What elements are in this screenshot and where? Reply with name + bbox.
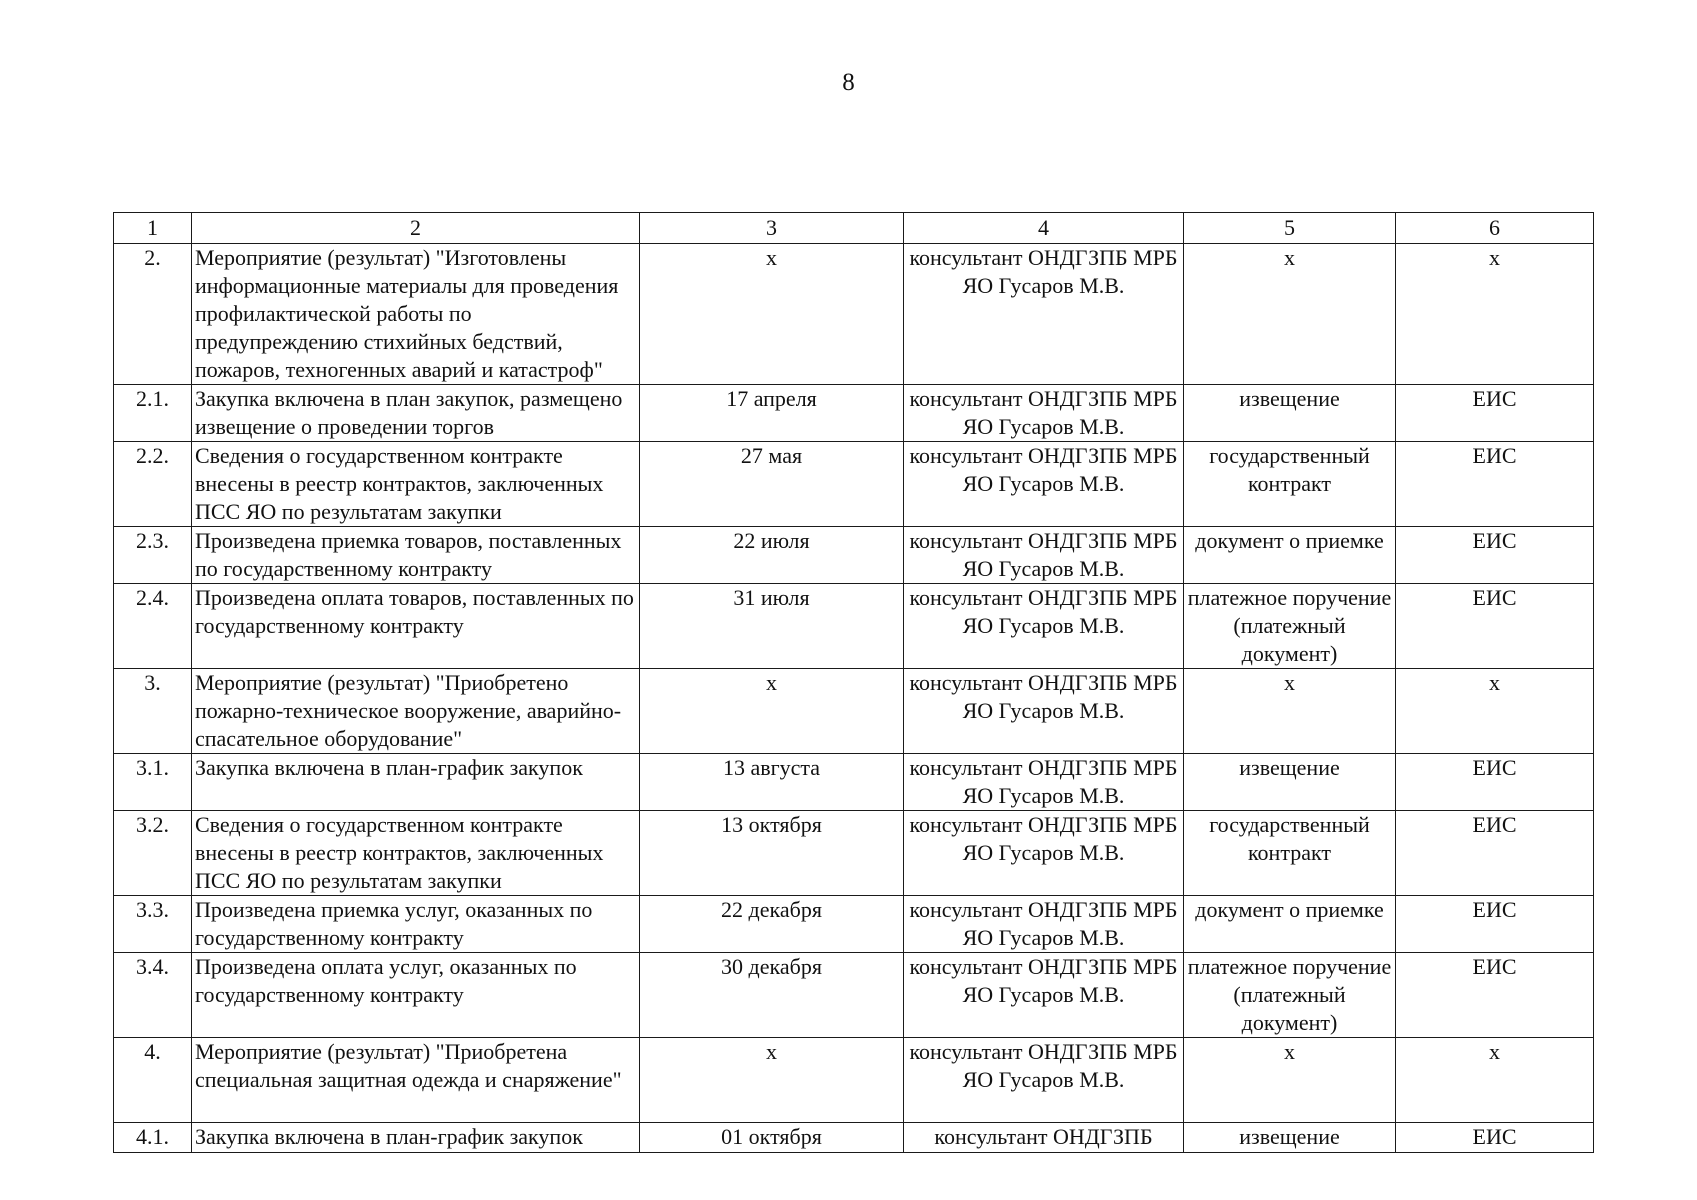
page-number: 8 (842, 69, 855, 96)
row-term: х (640, 1038, 904, 1123)
row-system: х (1396, 244, 1594, 385)
row-description: Мероприятие (результат) "Изготовлены информационные материалы для проведения профилактической работы по предупреждению стихийных бедствий, пожаров, техногенных аварий и катастроф" (192, 244, 640, 385)
row-system: ЕИС (1396, 527, 1594, 584)
row-document: х (1184, 244, 1396, 385)
row-document: документ о приемке (1184, 896, 1396, 953)
table-row (114, 584, 1594, 669)
row-description: Сведения о государственном контракте внесены в реестр контрактов, заключенных ПСС ЯО по результатам закупки (192, 442, 640, 527)
row-responsible: консультант ОНДГЗПБ МРБ ЯО Гусаров М.В. (904, 584, 1184, 669)
row-document: извещение (1184, 1123, 1396, 1153)
row-system: ЕИС (1396, 953, 1594, 1038)
row-document: государственный контракт (1184, 442, 1396, 527)
row-term: х (640, 669, 904, 754)
row-description: Произведена оплата услуг, оказанных по государственному контракту (192, 953, 640, 1038)
row-number: 2. (114, 244, 192, 385)
row-system: ЕИС (1396, 811, 1594, 896)
table-row (114, 244, 1594, 385)
row-system: ЕИС (1396, 754, 1594, 811)
row-number: 2.3. (114, 527, 192, 584)
row-responsible: консультант ОНДГЗПБ МРБ ЯО Гусаров М.В. (904, 1038, 1184, 1123)
row-document: платежное поручение (платежный документ) (1184, 584, 1396, 669)
row-responsible: консультант ОНДГЗПБ МРБ ЯО Гусаров М.В. (904, 442, 1184, 527)
row-term: 01 октября (640, 1123, 904, 1153)
row-description: Сведения о государственном контракте внесены в реестр контрактов, заключенных ПСС ЯО по результатам закупки (192, 811, 640, 896)
row-document: извещение (1184, 754, 1396, 811)
row-document: х (1184, 669, 1396, 754)
row-responsible: консультант ОНДГЗПБ МРБ ЯО Гусаров М.В. (904, 244, 1184, 385)
row-number: 3. (114, 669, 192, 754)
row-description: Мероприятие (результат) "Приобретена специальная защитная одежда и снаряжение" (192, 1038, 640, 1123)
row-document: х (1184, 1038, 1396, 1123)
row-number: 2.1. (114, 385, 192, 442)
row-description: Произведена приемка товаров, поставленных по государственному контракту (192, 527, 640, 584)
table-row (114, 669, 1594, 754)
table-row (114, 811, 1594, 896)
header-cell: 3 (640, 213, 904, 244)
row-system: ЕИС (1396, 584, 1594, 669)
row-responsible: консультант ОНДГЗПБ МРБ ЯО Гусаров М.В. (904, 896, 1184, 953)
table-row (114, 754, 1594, 811)
row-responsible: консультант ОНДГЗПБ МРБ ЯО Гусаров М.В. (904, 385, 1184, 442)
plan-table (113, 212, 1594, 1153)
row-document: документ о приемке (1184, 527, 1396, 584)
row-responsible: консультант ОНДГЗПБ МРБ ЯО Гусаров М.В. (904, 527, 1184, 584)
row-number: 3.3. (114, 896, 192, 953)
table-row (114, 527, 1594, 584)
row-system: ЕИС (1396, 896, 1594, 953)
row-description: Мероприятие (результат) "Приобретено пожарно-техническое вооружение, аварийно-спасательное оборудование" (192, 669, 640, 754)
row-system: х (1396, 1038, 1594, 1123)
row-term: 27 мая (640, 442, 904, 527)
table-row (114, 385, 1594, 442)
row-number: 2.2. (114, 442, 192, 527)
row-term: х (640, 244, 904, 385)
header-cell: 4 (904, 213, 1184, 244)
header-cell: 6 (1396, 213, 1594, 244)
row-responsible: консультант ОНДГЗПБ (904, 1123, 1184, 1153)
table-row (114, 1038, 1594, 1123)
row-term: 22 декабря (640, 896, 904, 953)
row-description: Закупка включена в план закупок, размещено извещение о проведении торгов (192, 385, 640, 442)
row-system: ЕИС (1396, 385, 1594, 442)
row-description: Произведена приемка услуг, оказанных по государственному контракту (192, 896, 640, 953)
table-header-row (114, 213, 1594, 244)
row-term: 22 июля (640, 527, 904, 584)
header-cell: 1 (114, 213, 192, 244)
row-term: 13 октября (640, 811, 904, 896)
row-description: Закупка включена в план-график закупок (192, 1123, 640, 1153)
row-document: платежное поручение (платежный документ) (1184, 953, 1396, 1038)
row-number: 4.1. (114, 1123, 192, 1153)
row-document: извещение (1184, 385, 1396, 442)
table-row (114, 1123, 1594, 1153)
row-system: х (1396, 669, 1594, 754)
row-system: ЕИС (1396, 1123, 1594, 1153)
row-responsible: консультант ОНДГЗПБ МРБ ЯО Гусаров М.В. (904, 811, 1184, 896)
row-responsible: консультант ОНДГЗПБ МРБ ЯО Гусаров М.В. (904, 953, 1184, 1038)
row-responsible: консультант ОНДГЗПБ МРБ ЯО Гусаров М.В. (904, 754, 1184, 811)
row-description: Произведена оплата товаров, поставленных по государственному контракту (192, 584, 640, 669)
row-number: 2.4. (114, 584, 192, 669)
row-term: 30 декабря (640, 953, 904, 1038)
header-cell: 2 (192, 213, 640, 244)
row-document: государственный контракт (1184, 811, 1396, 896)
table-row (114, 896, 1594, 953)
row-number: 3.4. (114, 953, 192, 1038)
row-description: Закупка включена в план-график закупок (192, 754, 640, 811)
row-system: ЕИС (1396, 442, 1594, 527)
row-term: 31 июля (640, 584, 904, 669)
table-row (114, 953, 1594, 1038)
row-number: 3.1. (114, 754, 192, 811)
row-number: 4. (114, 1038, 192, 1123)
row-responsible: консультант ОНДГЗПБ МРБ ЯО Гусаров М.В. (904, 669, 1184, 754)
row-term: 13 августа (640, 754, 904, 811)
header-cell: 5 (1184, 213, 1396, 244)
row-number: 3.2. (114, 811, 192, 896)
row-term: 17 апреля (640, 385, 904, 442)
table-row (114, 442, 1594, 527)
